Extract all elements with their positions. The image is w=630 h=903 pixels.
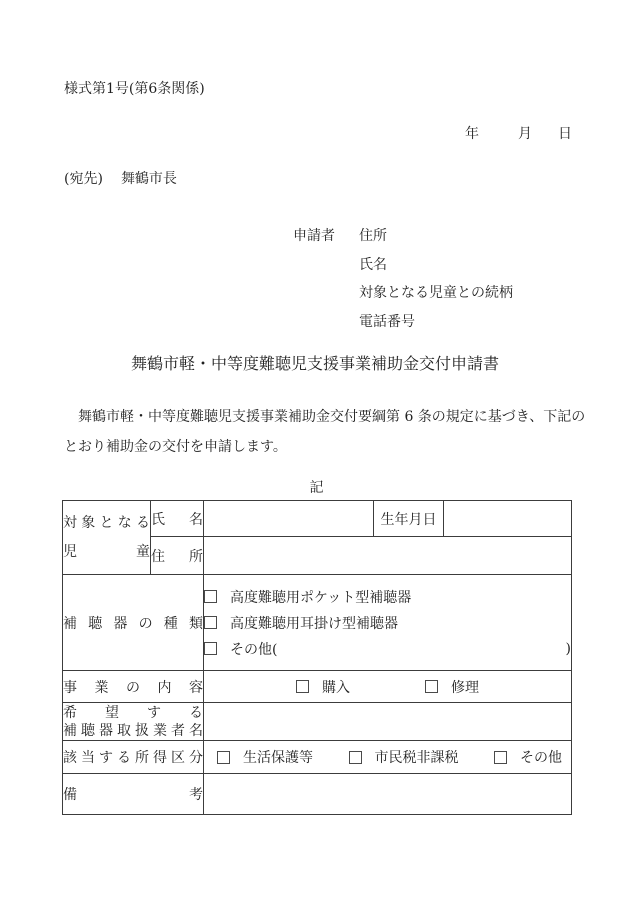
form-number: 様式第1号(第6条関係) [64, 81, 205, 97]
income-options-cell [204, 741, 572, 774]
addressee-line [64, 168, 177, 188]
checkbox-icon[interactable] [204, 642, 217, 655]
income-options-row [204, 747, 571, 767]
addressee-recipient: 舞鶴市長 [120, 171, 177, 187]
income-option-welfare-label: 生活保護等 [243, 750, 313, 766]
hearing-aid-options-cell [204, 575, 572, 671]
hearing-aid-type-label: 補聴器の種類 [63, 575, 204, 671]
child-header-line-1: 対象となる [63, 514, 150, 531]
dealer-label-line-1: 希望する [63, 704, 203, 721]
record-heading: 記 [309, 480, 324, 496]
checkbox-icon[interactable] [296, 680, 309, 693]
checkbox-icon[interactable] [204, 590, 217, 603]
business-options-cell [204, 671, 572, 703]
business-option-purchase [296, 677, 350, 697]
child-address-label: 住所 [151, 537, 204, 575]
birthdate-label: 生年月日 [374, 501, 444, 537]
hearing-aid-option-other-label: その他( [230, 641, 278, 658]
applicant-field-address: 住所 [359, 228, 387, 244]
table-row-remarks [63, 774, 572, 815]
hearing-aid-option-other-row [204, 636, 571, 662]
date-day-label: 日 [558, 126, 572, 142]
hearing-aid-option-pocket-row [204, 584, 571, 610]
addressee-salutation: (宛先) [64, 171, 103, 187]
table-row-dealer [63, 703, 572, 741]
checkbox-icon[interactable] [425, 680, 438, 693]
checkbox-icon[interactable] [494, 751, 507, 764]
date-year-label: 年 [465, 126, 479, 142]
income-option-welfare [217, 747, 313, 767]
business-content-label: 事業の内容 [63, 671, 204, 703]
document-title: 舞鶴市軽・中等度難聴児支援事業補助金交付申請書 [130, 354, 499, 373]
child-header-line-2: 児童 [63, 543, 150, 560]
income-category-label: 該当する所得区分 [63, 741, 204, 774]
dealer-label-cell [63, 703, 204, 741]
income-option-other-label: その他 [520, 750, 562, 766]
income-option-other [494, 747, 562, 767]
table-row-hearing-aid-type [63, 575, 572, 671]
table-row-income-category [63, 741, 572, 774]
child-name-label: 氏名 [151, 501, 204, 537]
checkbox-icon[interactable] [204, 616, 217, 629]
birthdate-field [444, 501, 572, 537]
body-paragraph [64, 402, 604, 462]
income-option-tax-exempt [349, 747, 459, 767]
table-row-business-content [63, 671, 572, 703]
child-name-field [204, 501, 374, 537]
body-line-1: 舞鶴市軽・中等度難聴児支援事業補助金交付要綱第 6 条の規定に基づき、下記の [64, 409, 586, 425]
business-option-purchase-label: 購入 [322, 679, 350, 696]
applicant-field-phone: 電話番号 [359, 313, 415, 330]
dealer-field [204, 703, 572, 741]
child-address-field [204, 537, 572, 575]
hearing-aid-option-pocket-label: 高度難聴用ポケット型補聴器 [230, 589, 412, 606]
hearing-aid-option-bte-label: 高度難聴用耳掛け型補聴器 [230, 615, 398, 632]
dealer-label-line-2: 補聴器取扱業者名 [63, 722, 203, 739]
applicant-fields [359, 222, 513, 336]
body-line-2: とおり補助金の交付を申請します。 [64, 439, 287, 455]
checkbox-icon[interactable] [217, 751, 230, 764]
other-close-paren: ) [565, 640, 571, 657]
income-option-tax-exempt-label: 市民税非課税 [374, 750, 459, 766]
applicant-label: 申請者 [293, 228, 335, 244]
business-option-repair [425, 677, 479, 697]
applicant-field-name: 氏名 [359, 256, 387, 273]
remarks-field [204, 774, 572, 815]
remarks-label: 備考 [63, 774, 204, 815]
date-line [465, 123, 572, 143]
business-options-row [204, 677, 571, 697]
table-row-child-name [63, 501, 572, 537]
date-month-label: 月 [518, 126, 532, 142]
applicant-field-relationship: 対象となる児童との続柄 [359, 285, 513, 301]
checkbox-icon[interactable] [349, 751, 362, 764]
applicant-block [293, 222, 513, 336]
hearing-aid-option-bte-row [204, 610, 571, 636]
application-table [62, 500, 572, 815]
business-option-repair-label: 修理 [451, 679, 479, 696]
child-header-cell [63, 501, 151, 575]
